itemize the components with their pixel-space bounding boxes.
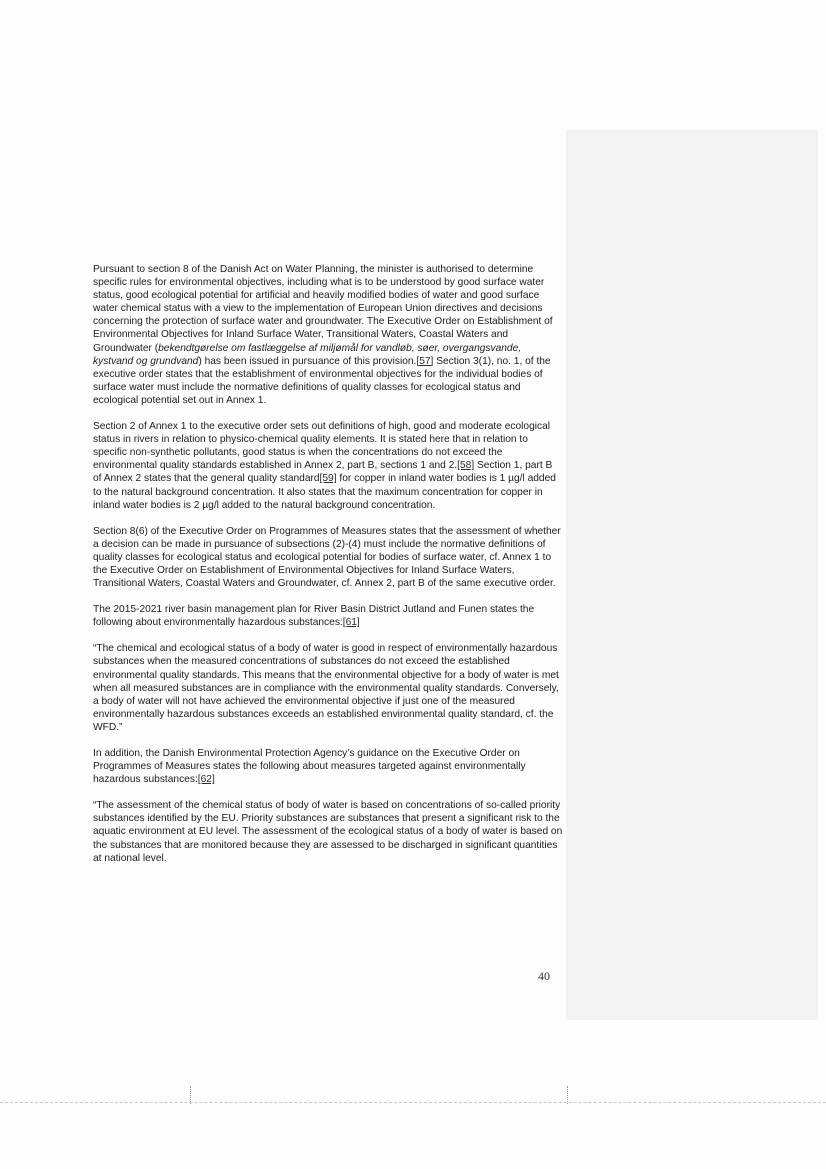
paragraph-text: The 2015-2021 river basin management plan for River Basin District Jutland and Funen states the following about environmentally hazardous substances: — [93, 604, 535, 629]
scan-mark — [190, 1086, 194, 1104]
paragraph-text: Section 1, part B of Annex 2 states that the general quality standard — [93, 460, 553, 485]
paragraph-text: ) has been issued in pursuance of this provision. — [198, 355, 417, 367]
paragraph — [93, 642, 563, 734]
footnote-reference-link[interactable]: [62] — [197, 774, 215, 786]
footnote-reference-link[interactable]: [61] — [342, 617, 360, 629]
paragraph — [93, 420, 563, 512]
margin-shade — [566, 130, 818, 1020]
paragraph-text: “The assessment of the chemical status of body of water is based on concentrations of so-called priority substances identified by the EU. Priority substances are substances that present a significant risk to the aquatic environment at EU level. The assessment of the ecological status of a body of water is based on the substances that are monitored because they are assessed to be discharged in significant quantities at national level. — [93, 800, 563, 864]
footnote-reference-link[interactable]: [58] — [457, 460, 475, 472]
paragraph — [93, 603, 563, 629]
paragraph-text: Section 3(1), no. 1, of the executive order states that the establishment of environmental objectives for the individual bodies of surface water must include the normative definitions of quality classes for ecological status and ecological potential set out in Annex 1. — [93, 355, 551, 406]
paragraph-text: “The chemical and ecological status of a body of water is good in respect of environmentally hazardous substances when the measured concentrations of substances do not exceed the established environmental quality standards. This means that the environmental objective for a body of water is met when all measured substances are in compliance with the environmental quality standards. Conversely, a body of water will not have achieved the environmental objective if just one of the measured environmentally hazardous substances exceeds an established environmental quality standard, cf. the WFD.” — [93, 643, 559, 733]
paragraph-text: In addition, the Danish Environmental Protection Agency’s guidance on the Executive Order on Programmes of Measures states the following about measures targeted against environmentally hazardous substances: — [93, 748, 526, 786]
paragraph-text: Section 2 of Annex 1 to the executive order sets out definitions of high, good and moderate ecological status in rivers in relation to physico-chemical quality elements. It is stated here that in relation to specific non-synthetic pollutants, good status is when the concentrations do not exceed the environmental quality standards established in Annex 2, part B, sections 1 and 2. — [93, 421, 551, 472]
footnote-reference-link[interactable]: [57] — [416, 355, 434, 367]
footnote-reference-link[interactable]: [59] — [319, 473, 337, 485]
paragraph — [93, 799, 563, 864]
scan-fold-line — [0, 1102, 826, 1103]
paragraph-text: Pursuant to section 8 of the Danish Act on Water Planning, the minister is authorised to determine specific rules for environmental objectives, including what is to be understood by good surface water status, good ecological potential for artificial and heavily modified bodies of water and good surface water chemical status with a view to the implementation of European Union directives and decisions concerning the protection of surface water and groundwater. The Executive Order on Establishment of Environmental Objectives for Inland Surface Water, Transitional Waters, Coastal Waters and Groundwater ( — [93, 264, 553, 354]
page-number: 40 — [538, 969, 550, 983]
paragraph — [93, 747, 563, 786]
paragraph-text: for copper in inland water bodies is 1 µg/l added to the natural background concentration. It also states that the maximum concentration for copper in inland water bodies is 2 µg/l added to the natural background concentration. — [93, 473, 556, 511]
paragraph — [93, 525, 563, 590]
paragraph — [93, 263, 563, 407]
italic-title-text: bekendtgørelse om fastlæggelse af miljømål for vandløb, søer, overgangsvande, kystvand og grundvand — [93, 342, 522, 367]
document-body — [93, 263, 563, 878]
paragraph-text: Section 8(6) of the Executive Order on Programmes of Measures states that the assessment of whether a decision can be made in pursuance of subsections (2)-(4) must include the normative definitions of quality classes for ecological status and ecological potential for bodies of surface water, cf. Annex 1 to the Executive Order on Establishment of Environmental Objectives for Inland Surface Waters, Transitional Waters, Coastal Waters and Groundwater, cf. Annex 2, part B of the same executive order. — [93, 525, 561, 590]
scan-mark — [567, 1086, 571, 1104]
